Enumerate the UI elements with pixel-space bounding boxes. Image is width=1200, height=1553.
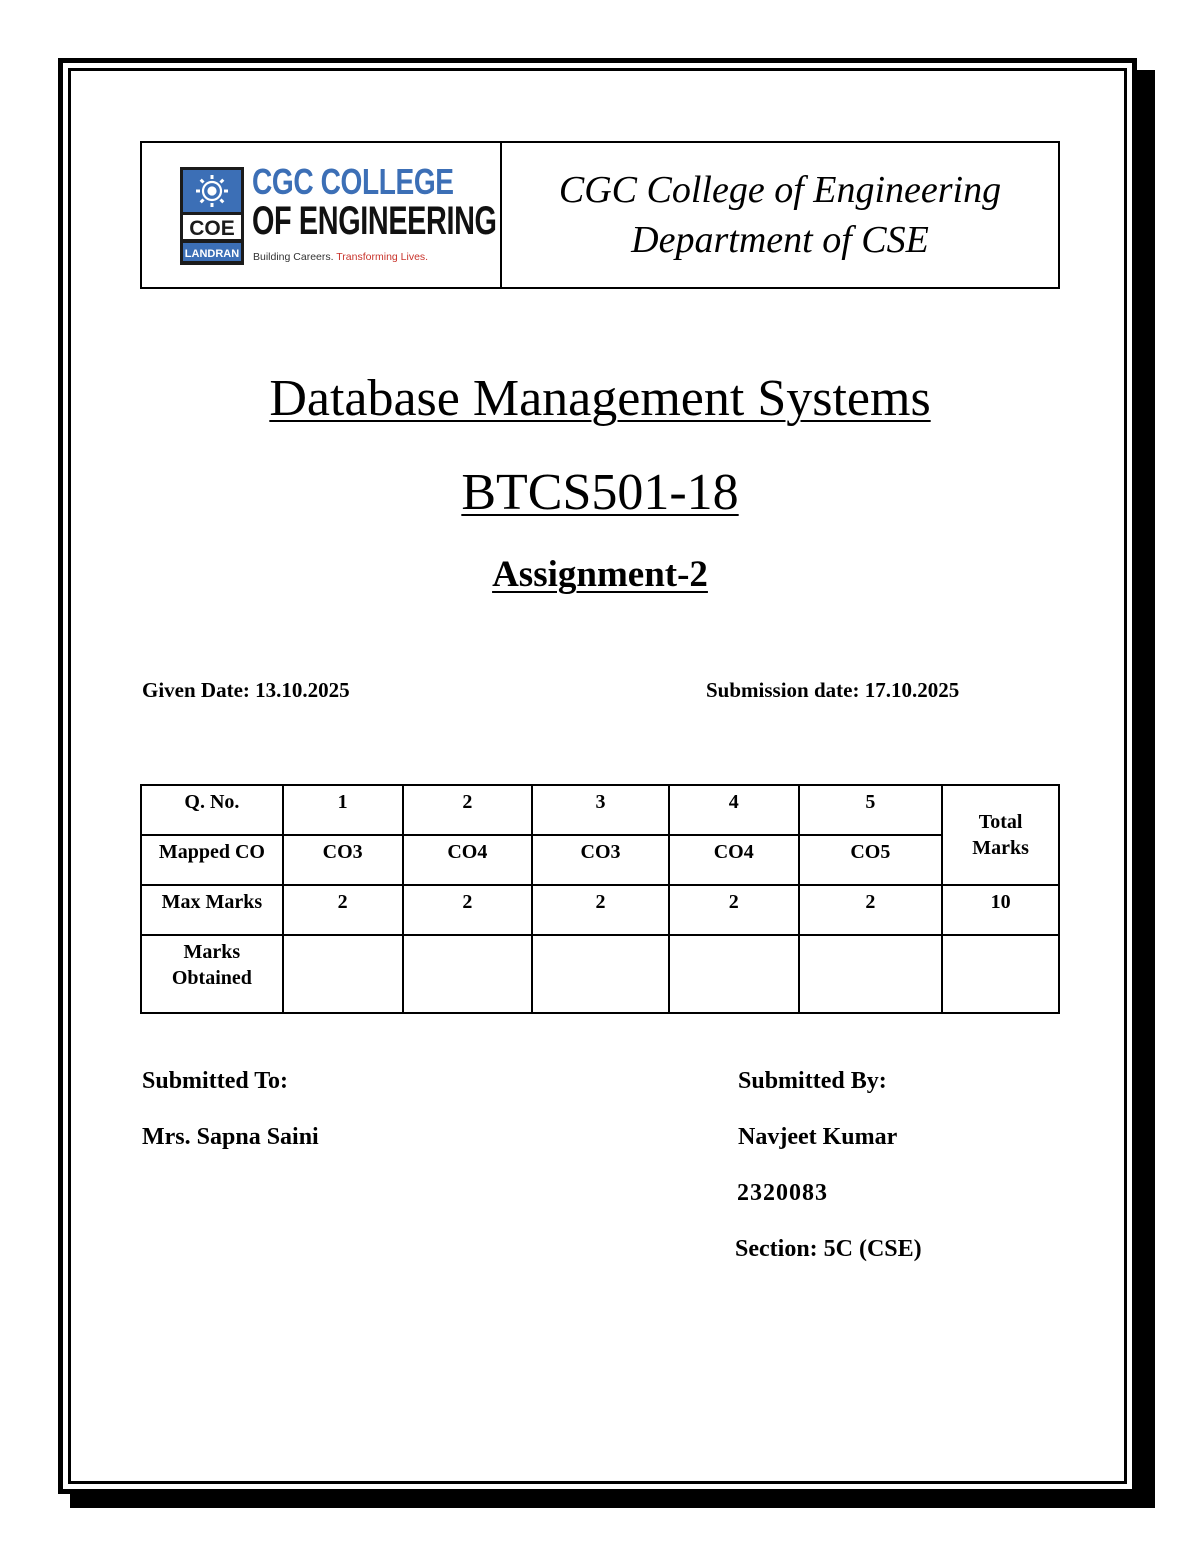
total-label-line2: Marks [972, 837, 1029, 859]
marks-obtained-cell [669, 935, 799, 1013]
logo-tagline [253, 251, 428, 263]
total-max-marks-cell: 10 [942, 885, 1059, 935]
college-emblem-icon [180, 167, 244, 265]
marks-obtained-cell [283, 935, 403, 1013]
assignment-title [0, 552, 1200, 598]
submitted-by-name: Navjeet Kumar [738, 1124, 898, 1150]
qno-cell: 1 [283, 785, 403, 835]
submitted-to-label: Submitted To: [142, 1068, 289, 1094]
total-label-line1: Total [978, 811, 1023, 833]
logo-line-2: OF ENGINEERING [252, 199, 497, 243]
max-marks-cell: 2 [669, 885, 799, 935]
marks-obtained-cell [799, 935, 943, 1013]
submitted-by-label: Submitted By: [738, 1068, 887, 1094]
max-marks-header: Max Marks [141, 885, 283, 935]
max-marks-cell: 2 [283, 885, 403, 935]
college-logo [142, 143, 502, 287]
qno-header: Q. No. [141, 785, 283, 835]
table-row-max-marks [141, 885, 1059, 935]
submitted-by-section: Section: 5C (CSE) [735, 1236, 922, 1262]
given-date: Given Date: 13.10.2025 [142, 678, 350, 702]
marks-table [140, 784, 1060, 1014]
mapped-co-cell: CO4 [403, 835, 533, 885]
marks-obtained-line1: Marks [183, 941, 241, 963]
table-row-qno [141, 785, 1059, 835]
table-row-mapped-co [141, 835, 1059, 885]
max-marks-cell: 2 [799, 885, 943, 935]
mapped-co-cell: CO4 [669, 835, 799, 885]
course-code-text: BTCS501-18 [461, 464, 739, 521]
emblem-landran-text: LANDRAN [184, 248, 240, 260]
submitted-to-name: Mrs. Sapna Saini [142, 1124, 319, 1150]
qno-cell: 5 [799, 785, 943, 835]
submission-date: Submission date: 17.10.2025 [706, 678, 960, 702]
header-box [140, 141, 1060, 289]
college-name: CGC College of Engineering [558, 169, 1002, 211]
total-obtained-cell [942, 935, 1059, 1013]
table-row-marks-obtained [141, 935, 1059, 1013]
marks-obtained-line2: Obtained [171, 967, 252, 989]
course-code [0, 460, 1200, 526]
max-marks-cell: 2 [403, 885, 533, 935]
subject-title [0, 366, 1200, 432]
mapped-co-header: Mapped CO [141, 835, 283, 885]
marks-obtained-cell [532, 935, 669, 1013]
mapped-co-cell: CO3 [532, 835, 669, 885]
max-marks-cell: 2 [532, 885, 669, 935]
qno-cell: 4 [669, 785, 799, 835]
qno-cell: 3 [532, 785, 669, 835]
marks-obtained-cell [403, 935, 533, 1013]
assignment-title-text: Assignment-2 [492, 554, 708, 595]
submitted-by-roll-number: 2320083 [737, 1180, 828, 1206]
logo-line-1: CGC COLLEGE [252, 161, 454, 202]
marks-obtained-header [141, 935, 283, 1013]
mapped-co-cell: CO3 [283, 835, 403, 885]
header-title-cell [502, 143, 1058, 287]
logo-tagline-part1: Building Careers. [253, 251, 334, 263]
logo-tagline-part2: Transforming Lives. [336, 251, 429, 263]
emblem-coe-text: COE [189, 217, 235, 240]
qno-cell: 2 [403, 785, 533, 835]
department-name: Department of CSE [631, 219, 929, 261]
subject-title-text: Database Management Systems [269, 370, 931, 427]
total-marks-header [942, 785, 1059, 885]
mapped-co-cell: CO5 [799, 835, 943, 885]
